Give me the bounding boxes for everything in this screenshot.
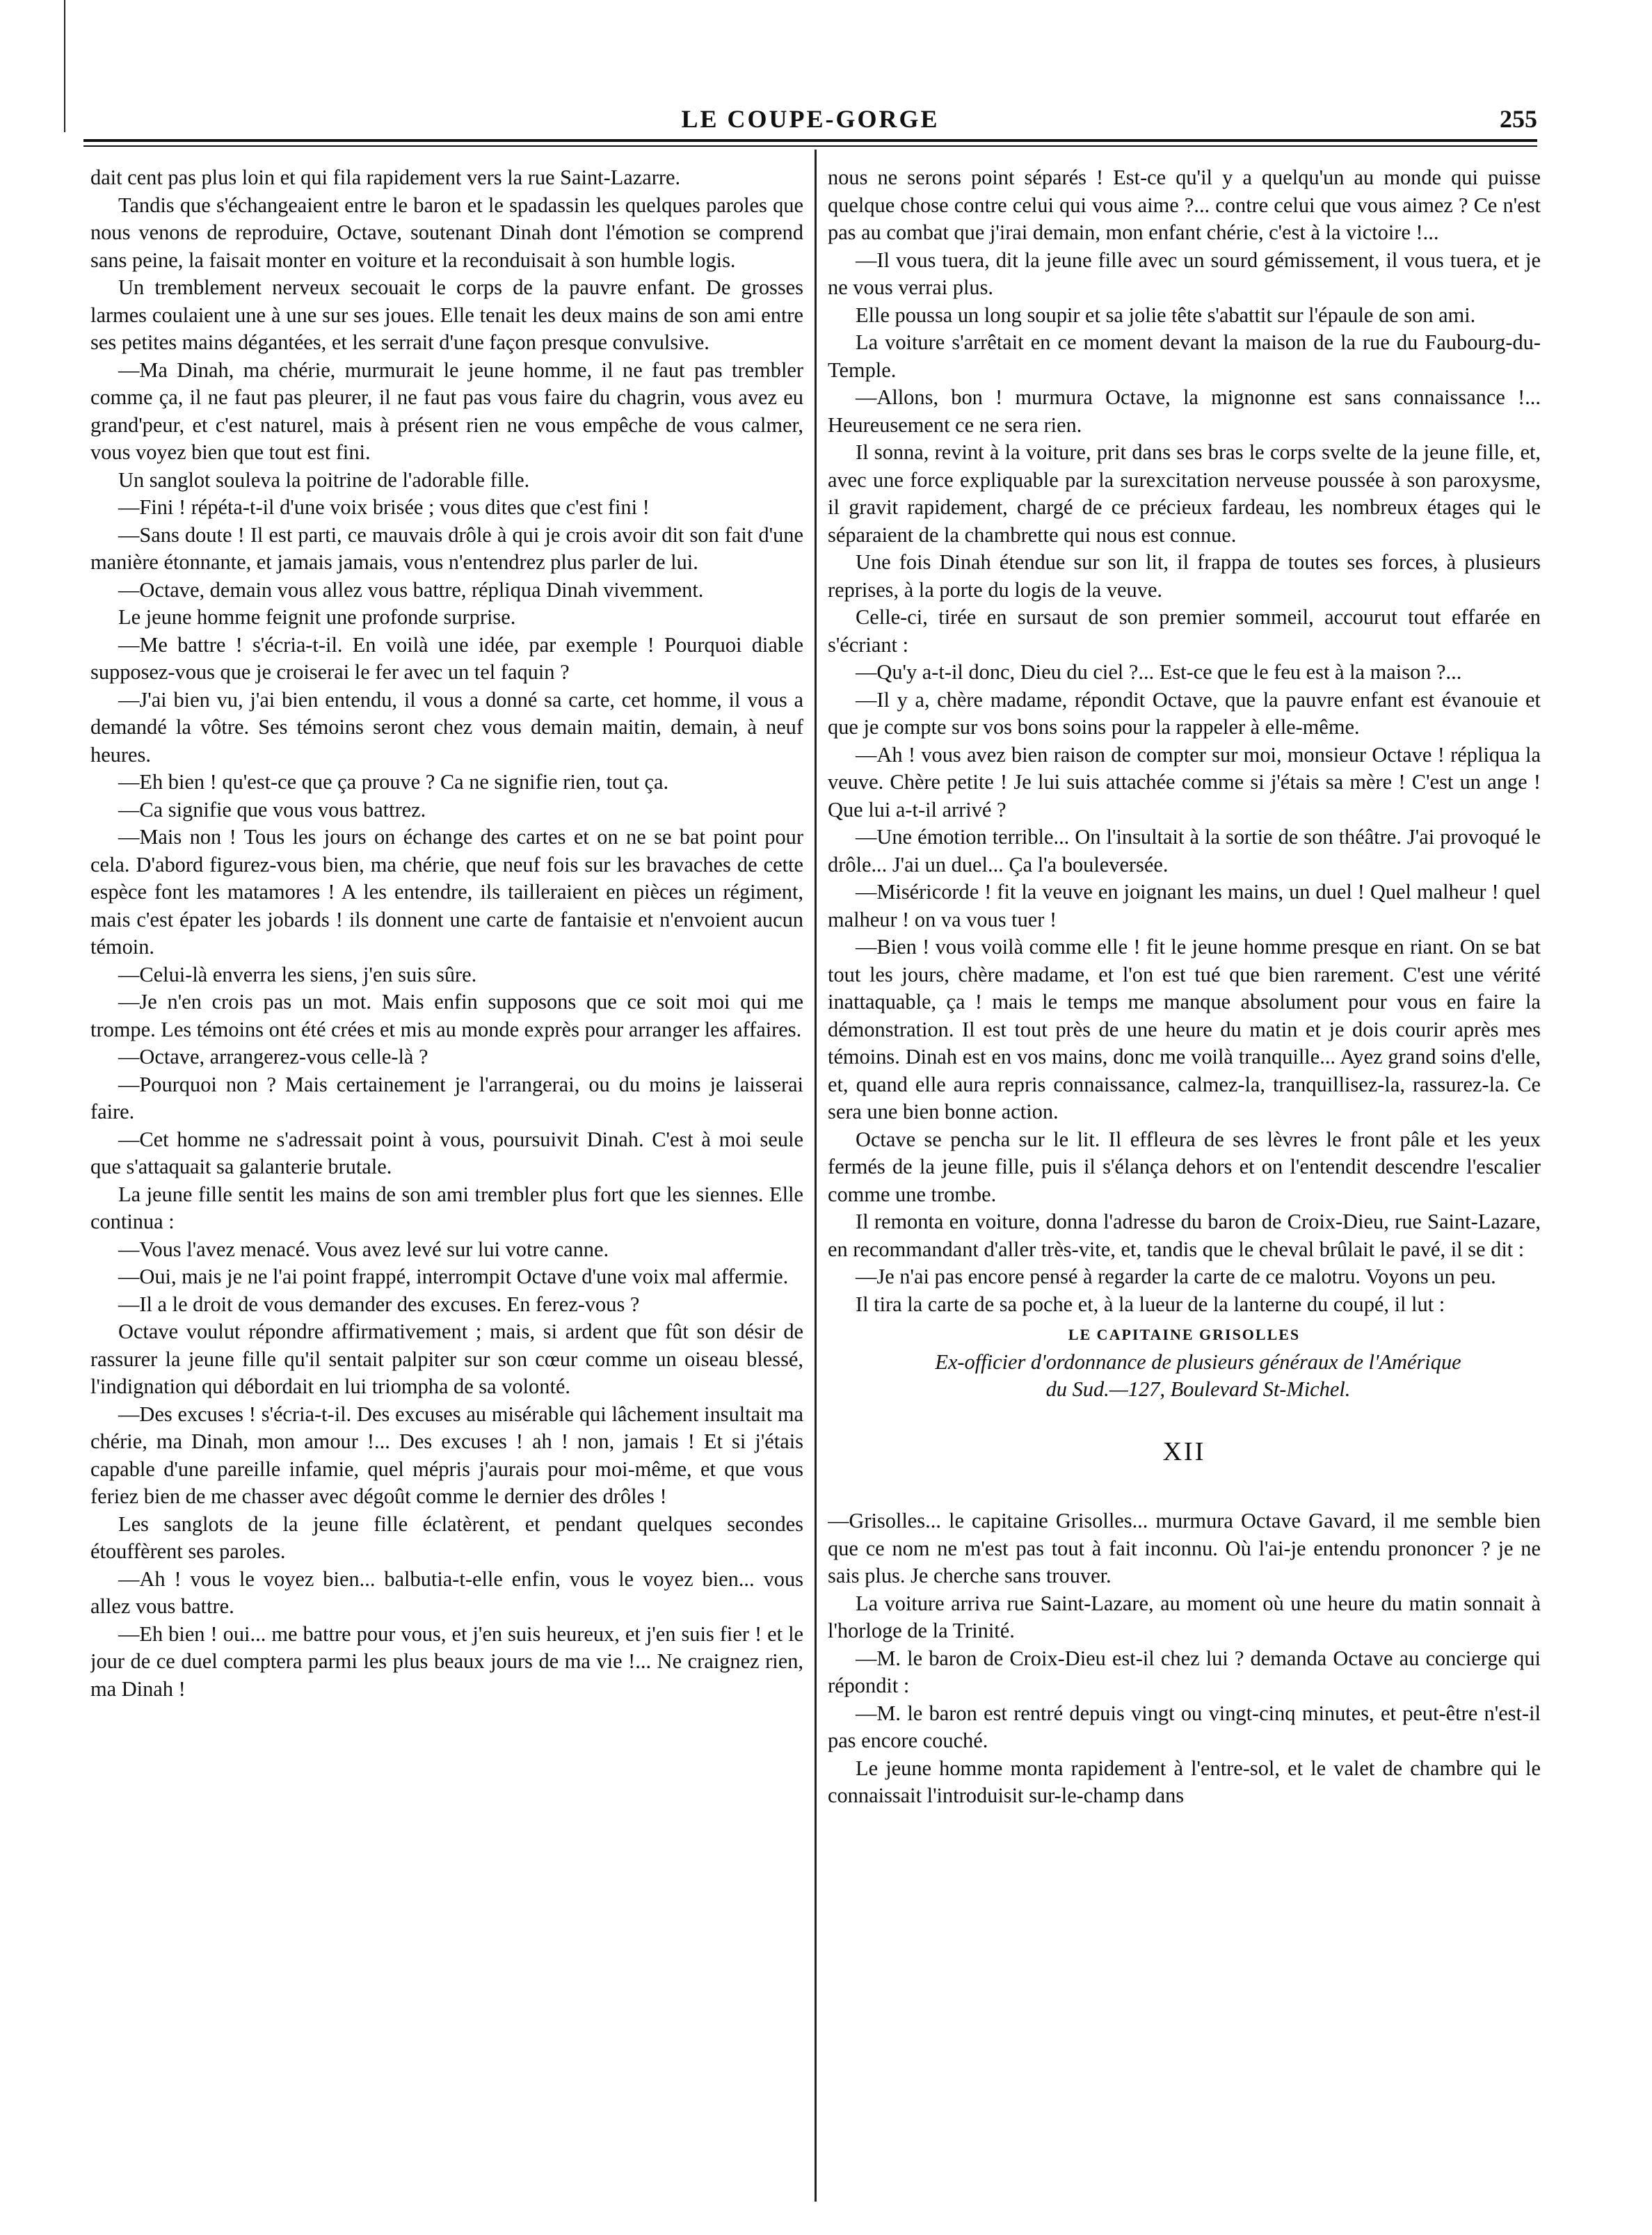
paragraph: —Grisolles... le capitaine Grisolles... murmura Octave Gavard, il me semble bien que ce nom ne m'est pas tout à fait inconnu. Où l'ai-je entendu prononcer ? je ne sais plus. Je cherche sans trouver. [828, 1509, 1541, 1587]
paragraph: —Bien ! vous voilà comme elle ! fit le jeune homme presque en riant. On se bat tout les jours, chère madame, et l'on est tué que bien rarement. C'est une vérité inattaquable, ça ! mais le temps me manque absolument pour vous en faire la démonstration. Il est tout près de une heure du matin et je dois courir après mes témoins. Dinah est en vos mains, donc me voilà tranquille... Ayez grand soins d'elle, et, quand elle aura repris connaissance, calmez-la, tranquillisez-la, rassurez-la. Ce sera une bien bonne action. [828, 935, 1541, 1123]
paragraph: Octave voulut répondre affirmativement ; mais, si ardent que fût son désir de rassurer la jeune fille qu'il sentait palpiter sur son cœur comme un oiseau blessé, l'indignation qui débordait en lui triompha de sa volonté. [90, 1320, 803, 1398]
paragraph: —Pourquoi non ? Mais certainement je l'arrangerai, ou du moins je laisserai faire. [90, 1072, 803, 1123]
paragraph: —Il vous tuera, dit la jeune fille avec un sourd gémissement, il vous tuera, et je ne vous verrai plus. [828, 248, 1541, 299]
page-header [83, 104, 1537, 132]
paragraph: La voiture s'arrêtait en ce moment devant la maison de la rue du Faubourg-du-Temple. [828, 330, 1541, 382]
paragraph: nous ne serons point séparés ! Est-ce qu'il y a quelqu'un au monde qui puisse quelque chose contre celui qui vous aime ?... contre celui que vous aimez ? Ce n'est pas au combat que j'irai demain, mon enfant chérie, c'est à la victoire !... [828, 166, 1541, 244]
paragraph: La jeune fille sentit les mains de son ami trembler plus fort que les siennes. Elle continua : [90, 1182, 803, 1233]
paragraph: —Sans doute ! Il est parti, ce mauvais drôle à qui je crois avoir dit son fait d'une manière étonnante, et jamais jamais, vous n'entendrez plus parler de lui. [90, 522, 803, 574]
page-number: 255 [1500, 105, 1537, 133]
paragraph: —Je n'en crois pas un mot. Mais enfin supposons que ce soit moi qui me trompe. Les témoins ont été crées et mis au monde exprès pour arranger les affaires. [90, 990, 803, 1041]
paragraph: —Ah ! vous avez bien raison de compter sur moi, monsieur Octave ! répliqua la veuve. Chère petite ! Je lui suis attachée comme si j'étais sa mère ! C'est un ange ! Que lui a-t-il arrivé ? [828, 742, 1541, 822]
paragraph: —Eh bien ! qu'est-ce que ça prouve ? Ca ne signifie rien, tout ça. [118, 770, 669, 794]
paragraph: Une fois Dinah étendue sur son lit, il frappa de toutes ses forces, à plusieurs reprises, à la porte du logis de la veuve. [828, 550, 1541, 602]
paragraph: —Miséricorde ! fit la veuve en joignant les mains, un duel ! Quel malheur ! quel malheur ! on va vous tuer ! [828, 880, 1541, 931]
paragraph: —M. le baron est rentré depuis vingt ou vingt-cinq minutes, et peut-être n'est-il pas encore couché. [828, 1701, 1541, 1752]
margin-line [64, 0, 65, 132]
paragraph: —Mais non ! Tous les jours on échange des cartes et on ne se bat point pour cela. D'abord figurez-vous bien, ma chérie, que neuf fois sur les bravaches de cette espèce font les matamores ! A les entendre, ils tailleraient en pièces un régiment, mais c'est épater les jobards ! ils donnent une carte de fantaisie et n'envoient aucun témoin. [90, 825, 803, 959]
column-separator [815, 150, 817, 2202]
paragraph: Elle poussa un long soupir et sa jolie tête s'abattit sur l'épaule de son ami. [856, 303, 1476, 327]
paragraph: —Octave, demain vous allez vous battre, répliqua Dinah vivemment. [118, 577, 704, 602]
calling-card-line: Ex-officier d'ordonnance de plusieurs généraux de l'Amérique [935, 1349, 1461, 1374]
paragraph: —Vous l'avez menacé. Vous avez levé sur lui votre canne. [118, 1237, 609, 1261]
header-rule-thin [83, 145, 1537, 147]
paragraph: —Eh bien ! oui... me battre pour vous, et j'en suis heureux, et j'en suis fier ! et le jour de ce duel comptera parmi les plus beaux jours de ma vie !... Ne craignez rien, ma Dinah ! [90, 1621, 803, 1701]
paragraph: —Cet homme ne s'adressait point à vous, poursuivit Dinah. C'est à moi seule que s'attaquait sa galanterie brutale. [90, 1127, 803, 1178]
paragraph: —Ca signifie que vous vous battrez. [118, 797, 426, 822]
paragraph: Un tremblement nerveux secouait le corps de la pauvre enfant. De grosses larmes coulaient une à une sur ses joues. Elle tenait les deux mains de son ami entre ses petites mains dégantées, et les serrait d'une façon presque convulsive. [90, 275, 803, 354]
right-column [828, 164, 1541, 2202]
paragraph: —Il y a, chère madame, répondit Octave, que la pauvre enfant est évanouie et que je compte sur vos bons soins pour la rappeler à elle-même. [828, 687, 1541, 739]
paragraph: Il remonta en voiture, donna l'adresse du baron de Croix-Dieu, rue Saint-Lazare, en recommandant d'aller très-vite, et, tandis que le cheval brûlait le pavé, il se dit : [828, 1210, 1541, 1261]
paragraph: —M. le baron de Croix-Dieu est-il chez lui ? demanda Octave au concierge qui répondit : [828, 1646, 1541, 1697]
paragraph: —Octave, arrangerez-vous celle-là ? [118, 1045, 428, 1068]
paragraph: Les sanglots de la jeune fille éclatèrent, et pendant quelques secondes étouffèrent ses paroles. [90, 1512, 803, 1563]
paragraph: Le jeune homme feignit une profonde surprise. [118, 605, 516, 629]
paragraph: dait cent pas plus loin et qui fila rapidement vers la rue Saint-Lazarre. [90, 166, 681, 189]
paragraph: Octave se pencha sur le lit. Il effleura de ses lèvres le front pâle et les yeux fermés de la jeune fille, puis il s'élança dehors et on l'entendit descendre l'escalier comme une trombe. [828, 1127, 1541, 1206]
paragraph: Celle-ci, tirée en sursaut de son premier sommeil, accourut tout effarée en s'écriant : [828, 605, 1541, 657]
paragraph: —Ma Dinah, ma chérie, murmurait le jeune homme, il ne faut pas trembler comme ça, il ne faut pas pleurer, il ne faut pas vous faire du chagrin, vous avez eu grand'peur, et c'est naturel, mais à présent rien ne vous empêche de vous calmer, vous voyez bien que tout est fini. [90, 358, 803, 464]
left-column [90, 164, 803, 2202]
running-title: LE COUPE-GORGE [681, 105, 940, 133]
paragraph: —Celui-là enverra les siens, j'en suis sûre. [118, 962, 477, 986]
paragraph: —Je n'ai pas encore pensé à regarder la carte de ce malotru. Voyons un peu. [856, 1265, 1496, 1288]
paragraph: —Il a le droit de vous demander des excuses. En ferez-vous ? [118, 1292, 640, 1316]
paragraph: —Fini ! répéta-t-il d'une voix brisée ; vous dites que c'est fini ! [118, 495, 650, 519]
calling-card-name: LE CAPITAINE GRISOLLES [1068, 1326, 1301, 1343]
paragraph: —Une émotion terrible... On l'insultait à la sortie de son théâtre. J'ai provoqué le drôle... J'ai un duel... Ça l'a bouleversée. [828, 825, 1541, 876]
paragraph: —Oui, mais je ne l'ai point frappé, interrompit Octave d'une voix mal affermie. [118, 1265, 789, 1288]
paragraph: La voiture arriva rue Saint-Lazare, au moment où une heure du matin sonnait à l'horloge de la Trinité. [828, 1591, 1541, 1642]
header-rule-thick [83, 139, 1537, 142]
paragraph: —Allons, bon ! murmura Octave, la mignonne est sans connaissance !... Heureusement ce ne sera rien. [828, 385, 1541, 437]
chapter-heading: XII [1162, 1436, 1206, 1466]
paragraph: —Qu'y a-t-il donc, Dieu du ciel ?... Est-ce que le feu est à la maison ?... [856, 660, 1462, 684]
paragraph: Le jeune homme monta rapidement à l'entre-sol, et le valet de chambre qui le connaissait l'introduisit sur-le-champ dans [828, 1756, 1541, 1807]
calling-card-line: du Sud.—127, Boulevard St-Michel. [1045, 1377, 1351, 1401]
paragraph: Tandis que s'échangeaient entre le baron et le spadassin les quelques paroles que nous venons de reproduire, Octave, soutenant Dinah dont l'émotion se comprend sans peine, la faisait monter en voiture et la reconduisait à son humble logis. [90, 193, 803, 272]
paragraph: —Des excuses ! s'écria-t-il. Des excuses au misérable qui lâchement insultait ma chérie, ma Dinah, mon amour !... Des excuses ! ah ! non, jamais ! Et si j'étais capable d'une pareille infamie, quel mépris j'aurais pour moi-même, et que vous feriez bien de me chasser avec dégoût comme le dernier des drôles ! [90, 1402, 803, 1508]
paragraph: Il sonna, revint à la voiture, prit dans ses bras le corps svelte de la jeune fille, et, avec une force expliquable par la surexcitation nerveuse poussée à son paroxysme, il gravit rapidement, chargé de ce précieux fardeau, les nombreux étages qui le séparaient de la chambrette qui nous est connue. [828, 440, 1541, 547]
paragraph: Il tira la carte de sa poche et, à la lueur de la lanterne du coupé, il lut : [856, 1292, 1445, 1316]
paragraph: —J'ai bien vu, j'ai bien entendu, il vous a donné sa carte, cet homme, il vous a demandé la vôtre. Ses témoins seront chez vous demain maitin, demain, à neuf heures. [90, 687, 803, 767]
paragraph: —Ah ! vous le voyez bien... balbutia-t-elle enfin, vous le voyez bien... vous allez vous battre. [90, 1567, 803, 1618]
paragraph: —Me battre ! s'écria-t-il. En voilà une idée, par exemple ! Pourquoi diable supposez-vous que je croiserai le fer avec un tel faquin ? [90, 632, 803, 684]
paragraph: Un sanglot souleva la poitrine de l'adorable fille. [118, 467, 530, 492]
